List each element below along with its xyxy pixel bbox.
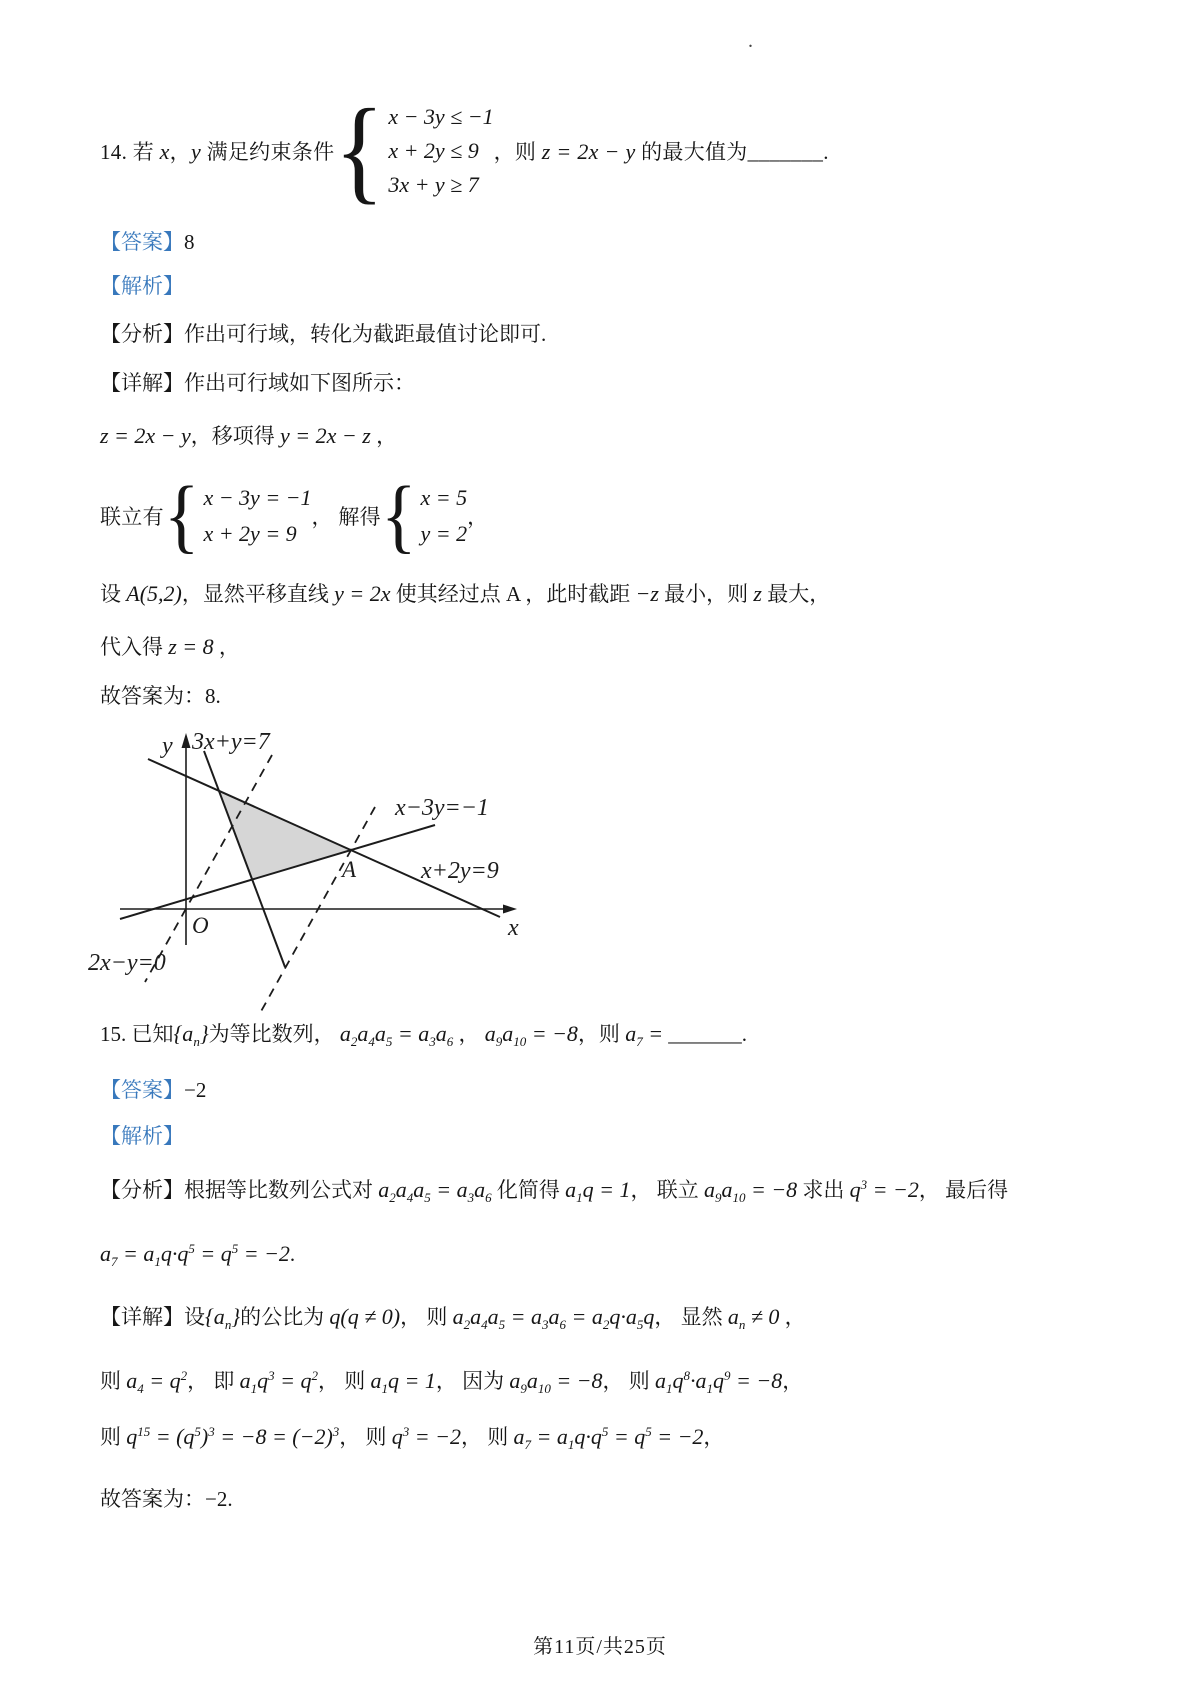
- feasible-region-shaded: [219, 791, 351, 880]
- answer-value: 8: [184, 230, 195, 254]
- lianli-suffix: ，: [467, 505, 489, 529]
- q15-fenxi-line-1: 【分析】根据等比数列公式对 $a_2a_4a_5 = a_3a_6$ 化简得 $a_1q = 1$， 联立 $a_9a_{10} = -8$ 求出 $q^3 = -2$， 最后得: [100, 1177, 1009, 1205]
- jiexi-label: 【解析】: [100, 1124, 184, 1148]
- label-x-minus-3y-neg1: x−3y=−1: [395, 795, 489, 821]
- q14-stem: [100, 86, 829, 215]
- equation-system-2: [380, 470, 468, 562]
- equation-system-1: [163, 470, 312, 562]
- q15-answer-line: [100, 1075, 206, 1105]
- label-point-A: A: [342, 857, 357, 882]
- left-brace: {: [334, 86, 385, 215]
- answer-label: 【答案】: [100, 1078, 184, 1102]
- q14-stem-prefix: 14. 若 x，y 满足约束条件: [100, 139, 335, 164]
- x-axis-arrow: [503, 905, 517, 914]
- constraint-row: x − 3y ≤ −1: [388, 104, 494, 129]
- lianli-mid: ， 解得: [311, 505, 381, 529]
- jiexi-label: 【解析】: [100, 274, 184, 298]
- lianli-prefix: 联立有: [100, 505, 164, 529]
- solution-row: x = 5: [420, 485, 468, 510]
- answer-value: −2: [184, 1078, 207, 1102]
- constraint-row: 3x + y ≥ 7: [388, 172, 479, 197]
- page-number-footer: 第11页/共25页: [533, 1636, 667, 1658]
- q14-substitute-line: 代入得 z = 8 ，: [100, 634, 240, 659]
- q15-xiangjie-line-3: 则 $q^{15} = (q^5)^3 = -8 = (-2)^3$， 则 $q^3 = -2$， 则 $a_7 = a_1q\cdot q^5 = q^5 = -2$，: [100, 1424, 725, 1452]
- q14-answer-line: [100, 227, 195, 257]
- q14-conclusion-line: 故答案为：8.: [100, 684, 221, 708]
- y-axis-arrow: [182, 733, 191, 748]
- answer-label: 【答案】: [100, 230, 184, 254]
- x-axis-label: x: [508, 915, 519, 941]
- left-brace: {: [163, 470, 200, 562]
- q14-solve-line: [100, 470, 489, 562]
- q15-jiexi-line: [100, 1121, 184, 1151]
- origin-label: O: [192, 913, 209, 938]
- q14-shift-line: z = 2x − y，移项得 y = 2x − z ，: [100, 423, 398, 448]
- q14-xiangjie-line: 【详解】作出可行域如下图所示：: [100, 371, 415, 395]
- feasible-region-figure: [80, 725, 540, 1025]
- q14-pointA-line: 设 A(5,2)，显然平移直线 y = 2x 使其经过点 A ，此时截距 −z 最小，则 z 最大，: [100, 581, 831, 606]
- q14-jiexi-line: [100, 271, 184, 301]
- stray-dot: .: [748, 30, 753, 52]
- left-brace: {: [380, 470, 417, 562]
- q15-xiangjie-line-2: 则 $a_4 = q^2$， 即 $a_1q^3 = q^2$， 则 $a_1q = 1$， 因为 $a_9a_{10} = -8$， 则 $a_1q^8\cdot a_1q^9 = -8$，: [100, 1368, 804, 1396]
- q15-xiangjie-line-1: 【详解】设$\{a_n\}$的公比为 q(q ≠ 0)， 则 $a_2a_4a_5 = a_3a_6 = a_2q\cdot a_5q$， 显然 $a_n \ne 0$ ，: [100, 1304, 806, 1332]
- constraint-row: x + 2y ≤ 9: [388, 138, 479, 163]
- equation-row: x − 3y = −1: [203, 485, 312, 510]
- solution-row: y = 2: [420, 521, 468, 546]
- q14-constraint-system: [334, 86, 494, 215]
- q14-stem-suffix: ，则 z = 2x − y 的最大值为_______.: [493, 139, 829, 164]
- q15-stem: 15. 已知$\{a_n\}$为等比数列， $a_2a_4a_5 = a_3a_6$ ， $a_9a_{10} = -8$，则 $a_7$ = _______.: [100, 1021, 748, 1049]
- label-2x-minus-y-0: 2x−y=0: [88, 950, 166, 976]
- q15-conclusion-line: 故答案为：−2.: [100, 1487, 233, 1511]
- y-axis-label: y: [162, 733, 173, 759]
- equation-row: x + 2y = 9: [203, 521, 297, 546]
- label-x-plus-2y-9: x+2y=9: [421, 858, 499, 884]
- line-x-plus-2y-9: [148, 759, 500, 917]
- q15-fenxi-line-2: $a_7 = a_1q\cdot q^5 = q^5 = -2$.: [100, 1241, 296, 1269]
- label-3x-plus-y-7: 3x+y=7: [192, 729, 270, 755]
- q14-fenxi-line: 【分析】作出可行域，转化为截距最值讨论即可.: [100, 322, 547, 346]
